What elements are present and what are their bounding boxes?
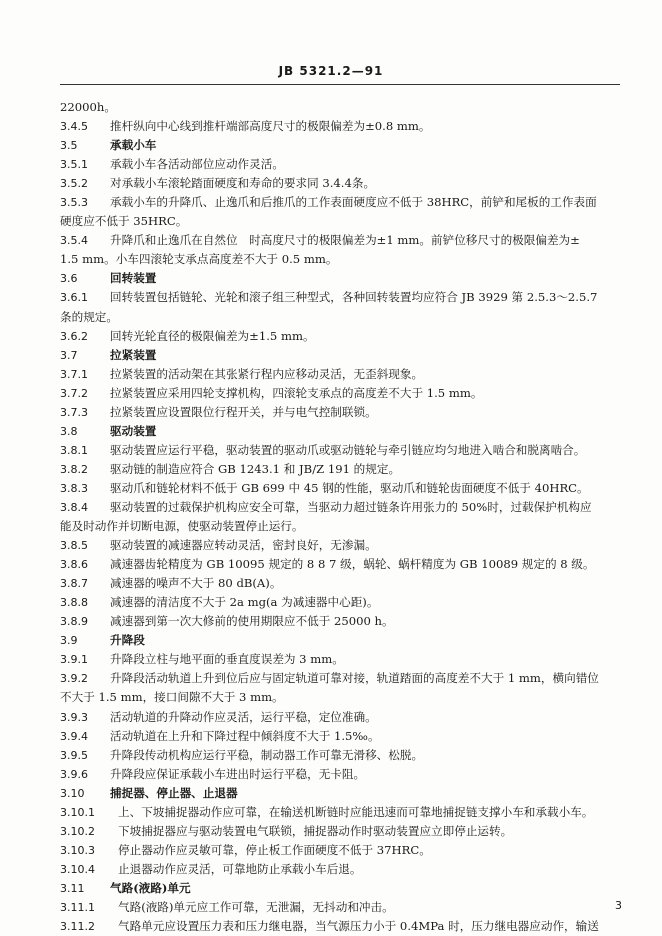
text-line (60, 803, 622, 822)
text-line (60, 308, 622, 327)
text-line (60, 688, 622, 707)
clause-number: 3.8 (60, 424, 78, 438)
clause-number: 3.8.2 (60, 462, 88, 476)
standard-code-header: JB 5321.2—91 (278, 64, 384, 78)
section-heading (60, 422, 622, 441)
clause-number: 3.8.9 (60, 615, 88, 629)
clause-number: 3.8.7 (60, 577, 88, 591)
clause-number: 3.8.4 (60, 500, 88, 514)
clause-text: 驱动装置的过载保护机构应安全可靠，当驱动力超过链条许用张力的 50%时，过载保护机构应 (110, 499, 592, 514)
text-line (60, 765, 622, 784)
clause-number: 3.10.2 (60, 824, 95, 838)
text-line (60, 555, 622, 574)
text-line (60, 669, 622, 688)
clause-text: 气路单元应设置压力表和压力继电器，当气源压力小于 0.4MPa 时，压力继电器应动作，输送 (118, 919, 599, 934)
clause-text: 回转光轮直径的极限偏差为±1.5 mm。 (110, 328, 315, 343)
clause-text: 回转装置 (110, 271, 157, 286)
clause-number: 3.7.3 (60, 405, 88, 419)
clause-number: 3.8.3 (60, 481, 88, 495)
clause-number: 3.9.6 (60, 767, 88, 781)
clause-text: 回转装置包括链轮、光轮和滚子组三种型式，各种回转装置均应符合 JB 3929 第 2.5.3～2.5.7 (110, 290, 598, 305)
clause-text: 1.5 mm。小车四滚轮支承点高度差不大于 0.5 mm。 (60, 252, 338, 267)
clause-text: 捕捉器、停止器、止退器 (110, 785, 238, 800)
clause-text: 驱动装置应运行平稳，驱动装置的驱动爪或驱动链轮与牵引链应均匀地进入啮合和脱离啮合。 (110, 442, 586, 457)
section-heading (60, 346, 622, 365)
text-line (60, 746, 622, 765)
clause-number: 3.9.5 (60, 748, 88, 762)
text-line (60, 384, 622, 403)
text-line (60, 822, 622, 841)
text-line (60, 250, 622, 269)
text-line (60, 231, 622, 250)
clause-text: 减速器齿轮精度为 GB 10095 规定的 8 8 7 级，蜗轮、蜗杆精度为 GB 10089 规定的 8 级。 (110, 557, 595, 572)
text-line (60, 612, 622, 631)
clause-number: 3.6.1 (60, 291, 88, 305)
document-body (60, 98, 622, 936)
clause-number: 3.9.2 (60, 672, 88, 686)
clause-text: 能及时动作并切断电源，使驱动装置停止运行。 (60, 519, 304, 534)
clause-number: 3.8.8 (60, 596, 88, 610)
clause-number: 3.11.2 (60, 920, 95, 934)
clause-text: 承载小车的升降爪、止逸爪和后推爪的工作表面硬度应不低于 38HRC，前铲和尾板的工作表面 (110, 195, 597, 210)
section-heading (60, 631, 622, 650)
clause-text: 驱动装置的减速器应转动灵活，密封良好，无渗漏。 (110, 538, 377, 553)
clause-number: 3.7.1 (60, 367, 88, 381)
text-line (60, 593, 622, 612)
clause-text: 驱动装置 (110, 423, 157, 438)
text-line (60, 155, 622, 174)
clause-text: 减速器的清洁度不大于 2a mg(a 为减速器中心距)。 (110, 595, 379, 610)
clause-text: 拉紧装置的活动架在其张紧行程内应移动灵活，无歪斜现象。 (110, 366, 424, 381)
clause-number: 3.8.6 (60, 558, 88, 572)
clause-text: 升降段 (110, 633, 145, 648)
clause-text: 活动轨道在上升和下降过程中倾斜度不大于 1.5‰。 (110, 728, 380, 743)
clause-text: 升降段应保证承载小车进出时运行平稳，无卡阻。 (110, 766, 366, 781)
section-heading (60, 136, 622, 155)
clause-number: 3.4.5 (60, 120, 88, 134)
text-line (60, 403, 622, 422)
clause-text: 下坡捕捉器应与驱动装置电气联锁，捕捉器动作时驱动装置应立即停止运转。 (118, 823, 513, 838)
text-line (60, 365, 622, 384)
text-line (60, 327, 622, 346)
text-line (60, 898, 622, 917)
clause-text: 升降段传动机构应运行平稳，制动器工作可靠无滑移、松脱。 (110, 747, 424, 762)
clause-number: 3.5 (60, 139, 78, 153)
clause-text: 承载小车各活动部位应动作灵活。 (110, 157, 284, 172)
clause-text: 气路(液路)单元应工作可靠，无泄漏，无抖动和冲击。 (118, 899, 394, 914)
clause-text: 气路(液路)单元 (110, 880, 191, 895)
clause-text: 减速器到第一次大修前的使用期限应不低于 25000 h。 (110, 614, 394, 629)
clause-number: 3.9.3 (60, 710, 88, 724)
clause-text: 驱动爪和链轮材料不低于 GB 699 中 45 钢的性能，驱动爪和链轮齿面硬度不低于 40HRC。 (110, 480, 589, 495)
text-line (60, 193, 622, 212)
clause-number: 3.10.4 (60, 862, 95, 876)
text-line (60, 517, 622, 536)
section-heading (60, 269, 622, 288)
clause-text: 升降段活动轨道上升到位后应与固定轨道可靠对接，轨道踏面的高度差不大于 1 mm，横向错位 (110, 671, 599, 686)
clause-text: 硬度应不低于 35HRC。 (60, 214, 188, 229)
clause-number: 3.5.3 (60, 196, 88, 210)
clause-number: 3.7.2 (60, 386, 88, 400)
clause-text: 驱动链的制造应符合 GB 1243.1 和 JB/Z 191 的规定。 (110, 461, 401, 476)
clause-text: 拉紧装置应设置限位行程开关，并与电气控制联锁。 (110, 404, 377, 419)
clause-text: 活动轨道的升降动作应灵活，运行平稳，定位准确。 (110, 709, 377, 724)
text-line (60, 860, 622, 879)
clause-number: 3.5.2 (60, 177, 88, 191)
text-line (60, 288, 622, 307)
text-line (60, 708, 622, 727)
clause-number: 3.8.5 (60, 539, 88, 553)
section-heading (60, 879, 622, 898)
text-line (60, 727, 622, 746)
text-line (60, 441, 622, 460)
clause-text: 承载小车 (110, 138, 157, 153)
clause-text: 拉紧装置 (110, 347, 157, 362)
clause-number: 3.11 (60, 881, 85, 895)
text-line (60, 174, 622, 193)
text-line (60, 460, 622, 479)
clause-text: 条的规定。 (60, 309, 118, 324)
clause-text: 止退器动作应灵活，可靠地防止承载小车后退。 (118, 861, 362, 876)
clause-number: 3.10.3 (60, 843, 95, 857)
text-line (60, 574, 622, 593)
clause-number: 3.9.4 (60, 729, 88, 743)
clause-number: 3.8.1 (60, 443, 88, 457)
text-line (60, 498, 622, 517)
clause-number: 3.11.1 (60, 900, 95, 914)
page-number: 3 (615, 899, 622, 912)
clause-text: 不大于 1.5 mm，接口间隙不大于 3 mm。 (60, 690, 284, 705)
clause-text: 拉紧装置应采用四轮支撑机构，四滚轮支承点的高度差不大于 1.5 mm。 (110, 385, 483, 400)
clause-text: 22000h。 (60, 100, 116, 114)
clause-number: 3.6 (60, 272, 78, 286)
clause-number: 3.7 (60, 348, 78, 362)
clause-text: 减速器的噪声不大于 80 dB(A)。 (110, 576, 282, 591)
clause-number: 3.5.4 (60, 234, 88, 248)
clause-text: 升降段立柱与地平面的垂直度误差为 3 mm。 (110, 652, 344, 667)
clause-number: 3.5.1 (60, 158, 88, 172)
clause-number: 3.6.2 (60, 329, 88, 343)
text-line (60, 917, 622, 936)
text-line (60, 536, 622, 555)
clause-number: 3.10 (60, 786, 85, 800)
clause-text: 对承载小车滚轮踏面硬度和寿命的要求同 3.4.4条。 (110, 176, 376, 191)
text-line (60, 212, 622, 231)
clause-text: 上、下坡捕捉器动作应可靠，在输送机断链时应能迅速而可靠地捕捉链支撑小车和承载小车。 (118, 804, 594, 819)
clause-number: 3.9 (60, 634, 78, 648)
text-line (60, 98, 622, 117)
section-heading (60, 784, 622, 803)
text-line (60, 650, 622, 669)
clause-number: 3.9.1 (60, 653, 88, 667)
clause-text: 推杆纵向中心线到推杆端部高度尺寸的极限偏差为±0.8 mm。 (110, 119, 431, 134)
clause-text: 停止器动作应灵敏可靠，停止板工作面硬度不低于 37HRC。 (118, 842, 431, 857)
clause-text: 升降爪和止逸爪在自然位 时高度尺寸的极限偏差为±1 mm。前铲位移尺寸的极限偏差为± (110, 233, 580, 248)
clause-number: 3.10.1 (60, 805, 95, 819)
text-line (60, 117, 622, 136)
text-line (60, 479, 622, 498)
header-rule (60, 84, 620, 85)
text-line (60, 841, 622, 860)
